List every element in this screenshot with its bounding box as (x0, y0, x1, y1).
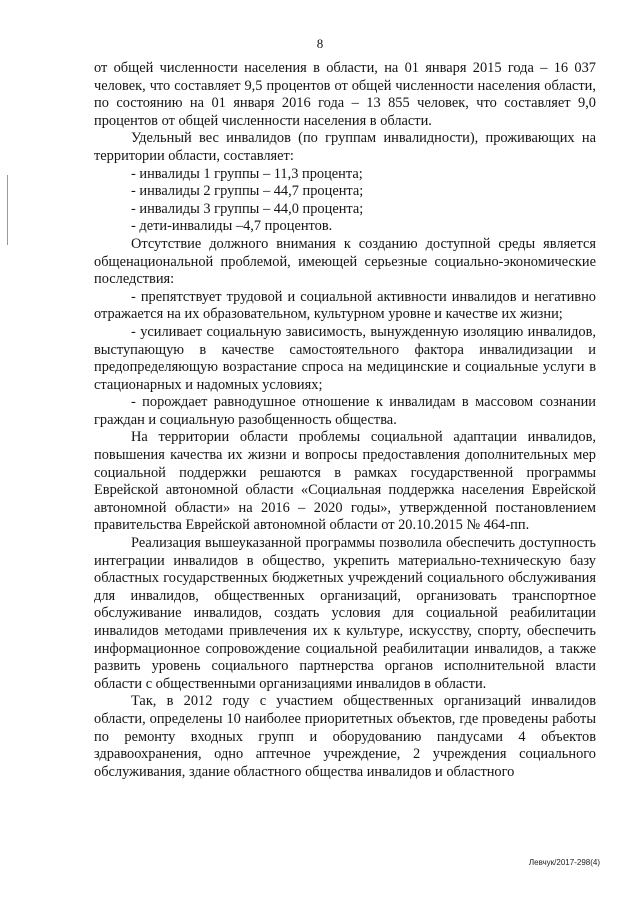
document-code: Левчук/2017-298(4) (528, 858, 600, 867)
paragraph: - усиливает социальную зависимость, вынужденную изоляцию инвалидов, выступающую в качестве самостоятельного фактора инвалидизации и предопределяющую возрастание спроса на медицинские и социальные услуги в стационарных и надомных условиях; (94, 323, 596, 393)
list-item: - инвалиды 1 группы – 11,3 процента; (131, 165, 363, 182)
margin-mark (7, 175, 8, 245)
page-number: 8 (316, 36, 324, 51)
paragraph: На территории области проблемы социальной адаптации инвалидов, повышения качества их жизни и вопросы предоставления дополнительных мер социальной поддержки решаются в рамках государственной программы Еврейской автономной области «Социальная поддержка населения Еврейской автономной области» на 2016 – 2020 годы», утвержденной постановлением правительства Еврейской автономной области от 20.10.2015 № 464-пп. (94, 429, 596, 534)
paragraph: Реализация вышеуказанной программы позволила обеспечить доступность интеграции инвалидов в общество, укрепить материально-техническую базу областных государственных бюджетных учреждений социального обслуживания для инвалидов, общественных организаций, организовать транспортное обслуживание инвалидов, создать условия для социальной реабилитации инвалидов методами привлечения их к культуре, искусству, спорту, обеспечить информационное сопровождение социальной реабилитации инвалидов, а также развить уровень социального партнерства органов исполнительной власти области с общественными организациями инвалидов в области. (94, 535, 596, 692)
paragraph: от общей численности населения в области, на 01 января 2015 года – 16 037 человек, что составляет 9,5 процентов от общей численности населения области, по состоянию на 01 января 2016 года – 13 855 человек, что составляет 9,0 процентов от общей численности населения в области. (94, 60, 596, 129)
list-item: - инвалиды 3 группы – 44,0 процента; (131, 200, 364, 217)
paragraph: Так, в 2012 году с участием общественных организаций инвалидов области, определены 10 наиболее приоритетных объектов, где проведены работы по ремонту входных групп и оборудованию пандусами 4 объектов здравоохранения, одно аптечное учреждение, 2 учреждения социального обслуживания, здание областного общества инвалидов и областного (94, 693, 596, 780)
document-body (94, 60, 596, 781)
list-item: - инвалиды 2 группы – 44,7 процента; (131, 183, 364, 200)
paragraph: - порождает равнодушное отношение к инвалидам в массовом сознании граждан и социальную разобщенность общества. (94, 394, 596, 428)
paragraph: Отсутствие должного внимания к созданию доступной среды является общенациональной проблемой, имеющей серьезные социально-экономические последствия: (94, 235, 596, 288)
paragraph: - препятствует трудовой и социальной активности инвалидов и негативно отражается на их образовательном, культурном уровне и качестве их жизни; (94, 288, 596, 323)
list-item: - дети-инвалиды –4,7 процентов. (131, 218, 333, 235)
paragraph: Удельный вес инвалидов (по группам инвалидности), проживающих на территории области, составляет: (94, 130, 596, 164)
